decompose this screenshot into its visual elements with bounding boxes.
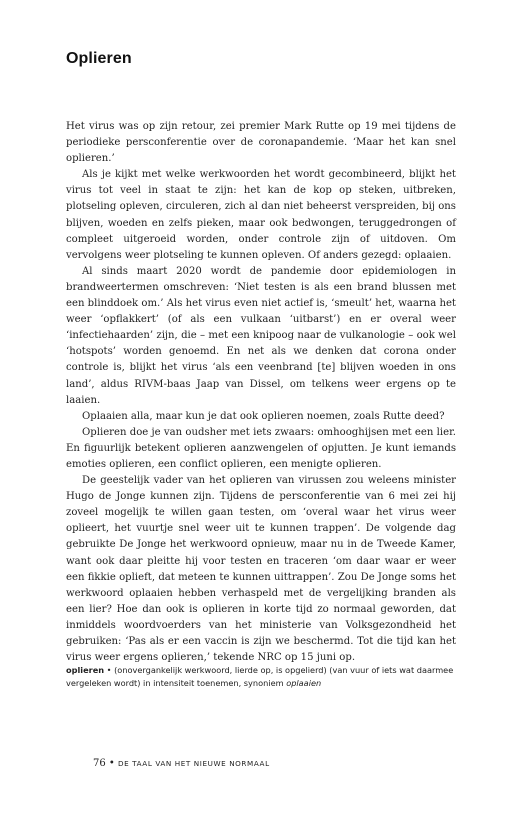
paragraph: Oplieren doe je van oudsher met iets zwaars: omhooghijsen met een lier. En figuurlijk betekent oplieren aanzwengelen of opjutten. Je kunt iemands emoties oplieren, een conflict oplieren, een menigte oplieren.: [66, 426, 456, 470]
footer-separator: •: [105, 758, 118, 769]
running-head: DE TAAL VAN HET NIEUWE NORMAAL: [118, 759, 270, 768]
definition-term: oplieren: [66, 665, 105, 675]
definition-body: • (onovergankelijk werkwoord, lierde op, is opgelierd) (van vuur of iets wat daarmee vergeleken wordt) in intensiteit toenemen, synoniem: [66, 665, 454, 688]
body-text: [66, 119, 456, 666]
paragraph: Oplaaien alla, maar kun je dat ook oplieren noemen, zoals Rutte deed?: [82, 410, 445, 422]
word-definition: [66, 664, 458, 690]
chapter-title: Oplieren: [66, 50, 132, 67]
page-number: 76: [93, 758, 106, 769]
paragraph: Als je kijkt met welke werkwoorden het wordt gecombineerd, blijkt het virus tot veel in staat te zijn: het kan de kop op steken, uitbreken, plotseling opleven, circuleren, zich al dan niet beheerst verspreiden, bij ons blijven, woeden en zelfs pieken, maar ook bedwongen, teruggedrongen of compleet uitgeroeid worden, onder controle zijn of uitdoven. Om vervolgens weer plotseling te kunnen opleven. Of anders gezegd: oplaaien.: [66, 169, 456, 261]
paragraph: Al sinds maart 2020 wordt de pandemie door epidemiologen in brandweertermen omschreven: ‘Niet testen is als een brand blussen met een blinddoek om.’ Als het virus even niet actief is, ‘smeult’ het, waarna het weer ‘opflakkert’ (of als een vulkaan ‘uitbarst’) en er overal weer ‘infectiehaarden’ zijn, die – met een knipoog naar de vulkanologie – ook wel ‘hotspots’ worden genoemd. En net als we denken dat corona onder controle is, blijkt het virus ‘als een veenbrand [te] blijven woeden in ons land’, aldus RIVM-baas Jaap van Dissel, om telkens weer ergens op te laaien.: [66, 265, 456, 406]
paragraph: De geestelijk vader van het oplieren van virussen zou weleens minister Hugo de Jonge kunnen zijn. Tijdens de persconferentie van 6 mei zei hij zoveel mogelijk te willen gaan testen, om ‘overal waar het virus weer oplieert, het vuurtje snel weer uit te kunnen trappen’. De volgende dag gebruikte De Jonge het werkwoord opnieuw, maar nu in de Tweede Kamer, want ook daar pleitte hij voor testen en traceren ‘om daar waar er weer een fikkie oplieft, dat meteen te kunnen uittrappen’. Zou De Jonge soms het werkwoord oplaaien hebben verhaspeld met de vergelijking branden als een lier? Hoe dan ook is oplieren in korte tijd zo normaal geworden, dat inmiddels woordvoerders van het ministerie van Volksgezondheid het gebruiken: ‘Pas als er een vaccin is zijn we beschermd. Tot die tijd kan het virus weer ergens oplieren,’ tekende NRC op 15 juni op.: [66, 475, 456, 664]
definition-synonym: oplaaien: [286, 678, 322, 688]
page-footer: [93, 758, 270, 769]
paragraph: Het virus was op zijn retour, zei premier Mark Rutte op 19 mei tijdens de periodieke persconferentie over de coronapandemie. ‘Maar het kan snel oplieren.’: [66, 121, 456, 165]
